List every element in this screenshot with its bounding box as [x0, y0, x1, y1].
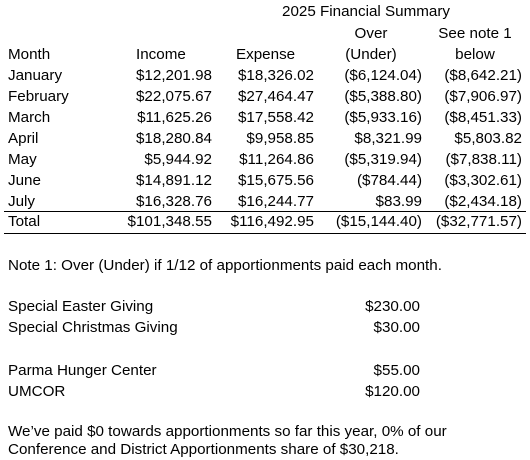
total-over: ($15,144.40)	[335, 213, 422, 230]
cell-month: March	[8, 109, 51, 126]
cell-income: $18,280.84	[135, 130, 212, 147]
cell-note: ($7,906.97)	[444, 88, 522, 105]
note-1: Note 1: Over (Under) if 1/12 of apportionments paid each month.	[8, 257, 442, 274]
page-title: 2025 Financial Summary	[282, 3, 450, 20]
cell-note: ($8,642.21)	[444, 67, 522, 84]
giving-amount: $30.00	[373, 319, 420, 336]
header-note: See note 1	[438, 25, 512, 42]
giving-label: Special Christmas Giving	[8, 319, 178, 336]
header-over: Over	[354, 25, 388, 42]
cell-note: ($8,451.33)	[444, 109, 522, 126]
cell-over: $83.99	[375, 193, 422, 210]
cell-income: $22,075.67	[135, 88, 212, 105]
cell-month: May	[8, 151, 37, 168]
cell-month: June	[8, 172, 41, 189]
apportionment-line-2: Conference and District Apportionments share of $30,218.	[8, 441, 399, 458]
cell-expense: $27,464.47	[237, 88, 314, 105]
cell-note: ($2,434.18)	[444, 193, 522, 210]
donation-label: Parma Hunger Center	[8, 362, 157, 379]
total-expense: $116,492.95	[230, 213, 314, 230]
donation-label: UMCOR	[8, 383, 66, 400]
cell-expense: $15,675.56	[237, 172, 314, 189]
donation-amount: $55.00	[373, 362, 420, 379]
cell-income: $14,891.12	[135, 172, 212, 189]
cell-note: $5,803.82	[454, 130, 522, 147]
donation-amount: $120.00	[365, 383, 420, 400]
giving-amount: $230.00	[365, 298, 420, 315]
header-expense: Expense	[236, 46, 296, 63]
total-bottom-rule	[4, 233, 526, 234]
cell-income: $16,328.76	[135, 193, 212, 210]
cell-over: ($5,388.80)	[344, 88, 422, 105]
cell-month: April	[8, 130, 39, 147]
header-month: Month	[8, 46, 51, 63]
cell-over: $8,321.99	[354, 130, 422, 147]
cell-expense: $9,958.85	[246, 130, 314, 147]
cell-over: ($6,124.04)	[344, 67, 422, 84]
header-under: (Under)	[345, 46, 397, 63]
header-below: below	[455, 46, 495, 63]
cell-expense: $11,264.86	[239, 151, 314, 168]
header-income: Income	[136, 46, 186, 63]
cell-income: $5,944.92	[144, 151, 212, 168]
apportionment-line-1: We’ve paid $0 towards apportionments so far this year, 0% of our	[8, 423, 447, 440]
cell-expense: $16,244.77	[237, 193, 314, 210]
cell-income: $11,625.26	[137, 109, 212, 126]
cell-expense: $17,558.42	[237, 109, 314, 126]
cell-over: ($784.44)	[356, 172, 422, 189]
cell-over: ($5,933.16)	[344, 109, 422, 126]
giving-label: Special Easter Giving	[8, 298, 154, 315]
cell-month: July	[8, 193, 36, 210]
cell-over: ($5,319.94)	[344, 151, 422, 168]
cell-note: ($7,838.11)	[445, 151, 522, 168]
total-label: Total	[8, 213, 41, 230]
cell-note: ($3,302.61)	[444, 172, 522, 189]
cell-income: $12,201.98	[135, 67, 212, 84]
cell-month: February	[8, 88, 69, 105]
total-note: ($32,771.57)	[435, 213, 522, 230]
total-income: $101,348.55	[127, 213, 212, 230]
cell-expense: $18,326.02	[237, 67, 314, 84]
cell-month: January	[8, 67, 63, 84]
